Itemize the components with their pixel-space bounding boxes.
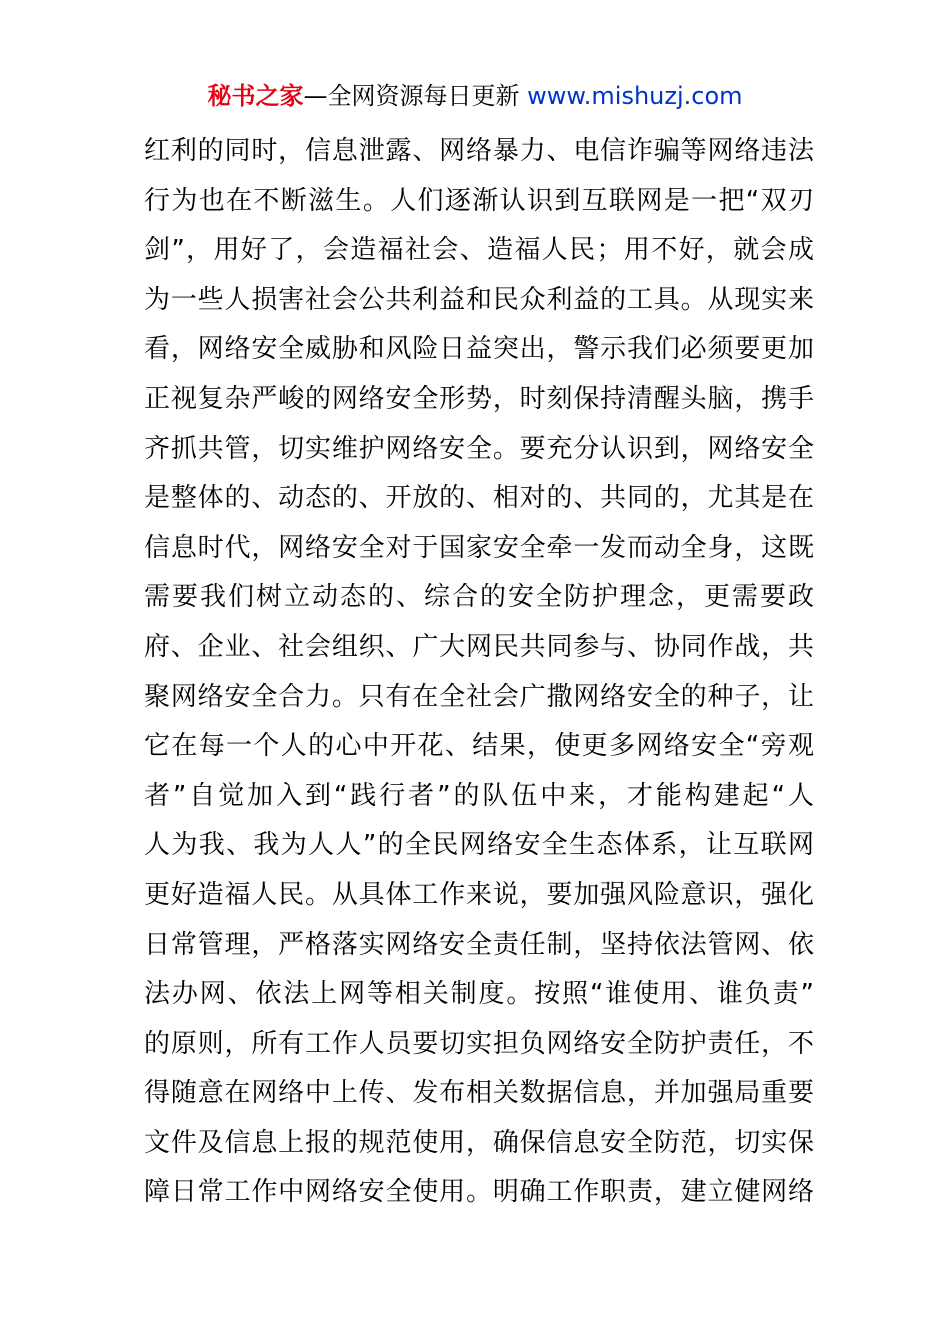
body-line: 障日常工作中网络安全使用。明确工作职责，建立健网络 (144, 1177, 814, 1208)
body-line: 行为也在不断滋生。人们逐渐认识到互联网是一把“双刃 (144, 185, 814, 216)
body-line: 剑”，用好了，会造福社会、造福人民；用不好，就会成 (144, 235, 814, 266)
body-line: 是整体的、动态的、开放的、相对的、共同的，尤其是在 (144, 483, 814, 514)
header-tagline: —全网资源每日更新 (303, 82, 528, 110)
body-line: 文件及信息上报的规范使用，确保信息安全防范，切实保 (144, 1127, 814, 1158)
website-url[interactable]: www.mishuzj.com (527, 82, 743, 110)
body-line: 者”自觉加入到“践行者”的队伍中来，才能构建起“人 (144, 780, 814, 811)
body-line: 府、企业、社会组织、广大网民共同参与、协同作战，共 (144, 631, 814, 662)
brand-name: 秘书之家 (207, 82, 304, 110)
body-line: 看，网络安全威胁和风险日益突出，警示我们必须要更加 (144, 334, 814, 365)
body-line: 聚网络安全合力。只有在全社会广撒网络安全的种子，让 (144, 681, 814, 712)
body-line: 需要我们树立动态的、综合的安全防护理念，更需要政 (144, 582, 814, 613)
page-header (0, 81, 950, 111)
body-line: 法办网、依法上网等相关制度。按照“谁使用、谁负责” (144, 979, 814, 1010)
document-body (144, 127, 814, 1218)
body-line: 的原则，所有工作人员要切实担负网络安全防护责任，不 (144, 1028, 814, 1059)
body-line: 信息时代，网络安全对于国家安全牵一发而动全身，这既 (144, 532, 814, 563)
body-line: 日常管理，严格落实网络安全责任制，坚持依法管网、依 (144, 929, 814, 960)
body-line: 它在每一个人的心中开花、结果，使更多网络安全“旁观 (144, 731, 814, 762)
body-line: 得随意在网络中上传、发布相关数据信息，并加强局重要 (144, 1078, 814, 1109)
body-line: 人为我、我为人人”的全民网络安全生态体系，让互联网 (144, 830, 814, 861)
body-line: 更好造福人民。从具体工作来说，要加强风险意识，强化 (144, 879, 814, 910)
body-line: 齐抓共管，切实维护网络安全。要充分认识到，网络安全 (144, 433, 814, 464)
body-line: 正视复杂严峻的网络安全形势，时刻保持清醒头脑，携手 (144, 383, 814, 414)
body-line: 红利的同时，信息泄露、网络暴力、电信诈骗等网络违法 (144, 136, 814, 166)
body-line: 为一些人损害社会公共利益和民众利益的工具。从现实来 (144, 284, 814, 315)
